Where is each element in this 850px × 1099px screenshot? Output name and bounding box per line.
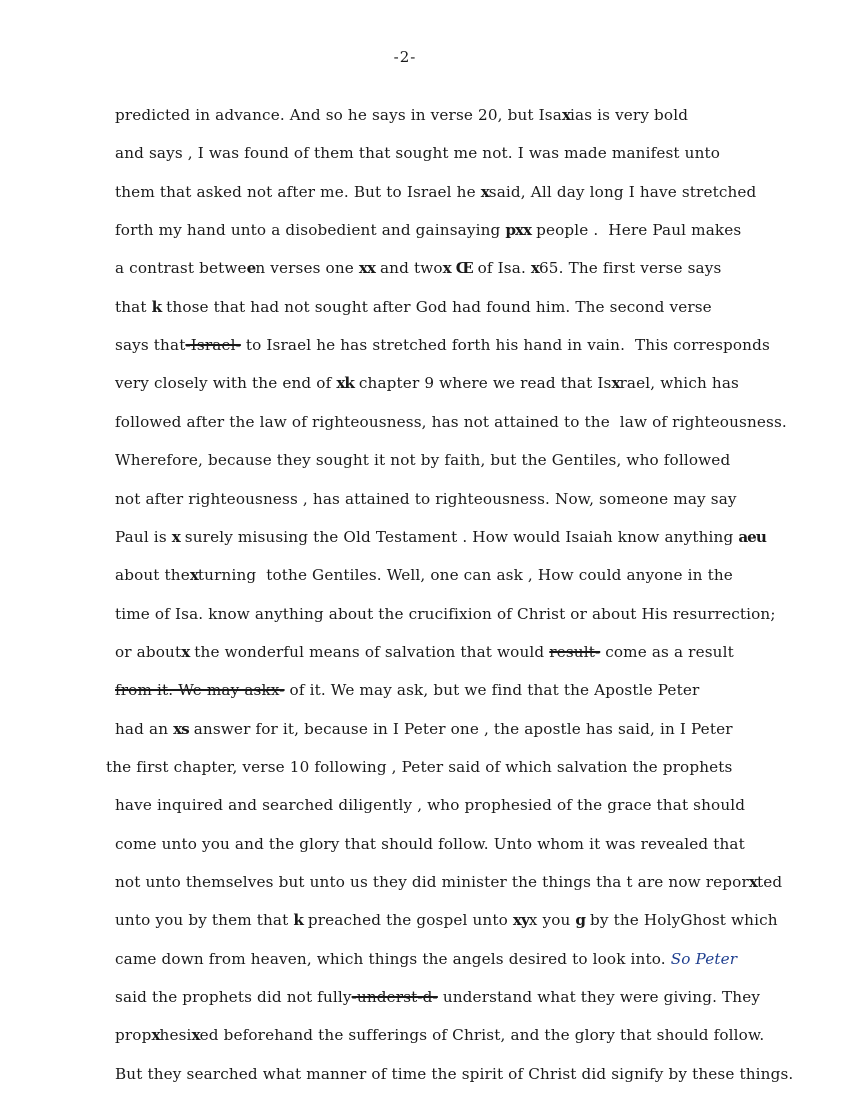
text-segment: n verses one bbox=[255, 259, 359, 278]
text-segment: have inquired and searched diligently , who prophesied of the grace that should bbox=[115, 796, 746, 815]
overtyped-text: x bbox=[442, 259, 451, 278]
text-segment: surely misusing the Old Testament . How would Isaiah know anything bbox=[179, 527, 739, 546]
text-segment: by the HolyGhost which bbox=[585, 911, 778, 930]
text-line bbox=[115, 949, 737, 969]
text-line bbox=[115, 795, 745, 815]
overtyped-text: x bbox=[189, 566, 198, 585]
text-line bbox=[115, 604, 776, 624]
text-segment: answer for it, because in I Peter one , the apostle has said, in I Peter bbox=[188, 719, 733, 738]
text-segment: not after righteousness , has attained to righteousness. Now, someone may say bbox=[115, 489, 737, 508]
text-line bbox=[115, 412, 787, 432]
text-segment: rael, which has bbox=[619, 374, 739, 393]
text-segment: had an bbox=[115, 719, 174, 738]
text-segment: said the prophets did not fully bbox=[115, 988, 352, 1007]
overtyped-text: e bbox=[246, 259, 256, 278]
text-segment: and says , I was found of them that sought me not. I was made manifest unto bbox=[115, 144, 721, 163]
text-segment: a contrast betwe bbox=[115, 259, 247, 278]
overtyped-text: x bbox=[480, 182, 489, 201]
text-segment: prop bbox=[115, 1026, 152, 1045]
text-segment: ed beforehand the sufferings of Christ, and the glory that should follow. bbox=[199, 1026, 765, 1045]
text-line bbox=[115, 335, 770, 355]
text-segment: hesi bbox=[159, 1026, 192, 1045]
text-segment: Wherefore, because they sought it not by faith, but the Gentiles, who followed bbox=[115, 451, 731, 470]
text-segment: those that had not sought after God had found him. The second verse bbox=[161, 297, 712, 316]
text-line bbox=[115, 987, 760, 1007]
text-segment: or about bbox=[115, 642, 182, 661]
overtyped-text: xy bbox=[512, 911, 529, 930]
text-line bbox=[115, 719, 733, 739]
text-line bbox=[115, 489, 737, 509]
text-segment: unto you by them that bbox=[115, 911, 294, 930]
overtyped-text: x bbox=[561, 106, 570, 124]
overtyped-text: k bbox=[151, 297, 162, 316]
overtyped-text: x bbox=[191, 1026, 200, 1045]
text-segment: followed after the law of righteousness, has not attained to the law of righteousness. bbox=[115, 412, 787, 431]
highlighted-text: So Peter bbox=[670, 949, 738, 968]
overtyped-text: pxx bbox=[505, 221, 532, 240]
struck-text: -Israel- bbox=[185, 336, 241, 355]
text-segment: very closely with the end of bbox=[115, 374, 337, 393]
text-line bbox=[115, 1025, 764, 1045]
text-segment: people . Here Paul makes bbox=[531, 221, 742, 240]
text-segment: time of Isa. know anything about the crucifixion of Christ or about His resurrection; bbox=[115, 604, 776, 623]
overtyped-text: x bbox=[171, 527, 180, 546]
text-segment: But they searched what manner of time the spirit of Christ did signify by these things. bbox=[115, 1064, 794, 1083]
overtyped-text: Œ bbox=[455, 259, 473, 278]
page-number: -2- bbox=[393, 48, 417, 66]
text-line bbox=[115, 1064, 793, 1084]
overtyped-text: x bbox=[181, 642, 190, 661]
text-segment: preached the gospel unto bbox=[302, 911, 513, 930]
overtyped-text: g bbox=[575, 911, 586, 930]
text-line bbox=[115, 910, 778, 930]
text-segment: came down from heaven, which things the angels desired to look into. bbox=[115, 949, 671, 968]
text-line bbox=[115, 143, 720, 163]
text-segment: come as a result bbox=[600, 642, 734, 661]
text-segment: ias is very bold bbox=[570, 106, 689, 124]
text-segment: x you bbox=[528, 911, 576, 930]
text-line bbox=[115, 680, 699, 700]
text-segment: the first chapter, verse 10 following , Peter said of which salvation the prophets bbox=[106, 757, 733, 776]
struck-text: -underst-d- bbox=[351, 988, 438, 1007]
text-segment: 65. The first verse says bbox=[538, 259, 722, 278]
text-segment: to Israel he has stretched forth his hand in vain. This corresponds bbox=[240, 336, 770, 355]
text-line bbox=[115, 258, 721, 278]
overtyped-text: x bbox=[151, 1026, 160, 1045]
text-line bbox=[115, 182, 756, 202]
text-segment: not unto themselves but unto us they did minister the things tha t are now repor bbox=[115, 873, 749, 891]
overtyped-text: xx bbox=[358, 259, 375, 278]
text-segment: that bbox=[115, 297, 152, 316]
text-line bbox=[115, 373, 739, 393]
overtyped-text: aeu bbox=[738, 527, 766, 546]
text-line bbox=[115, 527, 766, 547]
text-line bbox=[115, 220, 741, 240]
struck-text: result- bbox=[549, 642, 601, 661]
text-segment: come unto you and the glory that should follow. Unto whom it was revealed that bbox=[115, 834, 745, 853]
text-segment: and two bbox=[374, 259, 443, 278]
text-segment: turning tothe Gentiles. Well, one can ask , How could anyone in the bbox=[197, 566, 733, 585]
overtyped-text: x bbox=[530, 259, 539, 278]
text-segment: about the bbox=[115, 566, 190, 585]
text-segment: ted bbox=[756, 873, 783, 891]
text-line bbox=[115, 872, 782, 892]
text-line bbox=[115, 450, 730, 470]
text-segment: says that bbox=[115, 336, 186, 355]
text-segment: them that asked not after me. But to Israel he bbox=[115, 182, 481, 201]
text-segment: chapter 9 where we read that Is bbox=[353, 374, 612, 393]
text-segment: predicted in advance. And so he says in verse 20, but Isa bbox=[115, 106, 562, 124]
struck-text: from it. We may askx- bbox=[115, 681, 285, 700]
overtyped-text: xk bbox=[336, 374, 354, 393]
overtyped-text: k bbox=[293, 911, 303, 930]
text-segment: of it. We may ask, but we find that the Apostle Peter bbox=[284, 681, 700, 700]
overtyped-text: x bbox=[748, 873, 757, 891]
text-segment: Paul is bbox=[115, 527, 172, 546]
text-segment: the wonderful means of salvation that would bbox=[189, 642, 550, 661]
overtyped-text: x bbox=[611, 374, 620, 393]
text-line bbox=[115, 834, 745, 854]
text-segment: forth my hand unto a disobedient and gainsaying bbox=[115, 221, 506, 240]
text-line bbox=[115, 642, 734, 662]
text-segment: said, All day long I have stretched bbox=[488, 182, 757, 201]
text-line bbox=[115, 105, 688, 125]
overtyped-text: xs bbox=[173, 719, 189, 738]
text-segment: understand what they were giving. They bbox=[437, 988, 761, 1007]
text-segment: of Isa. bbox=[472, 259, 531, 278]
text-line bbox=[115, 565, 733, 585]
text-line bbox=[106, 757, 733, 777]
text-line bbox=[115, 297, 712, 317]
